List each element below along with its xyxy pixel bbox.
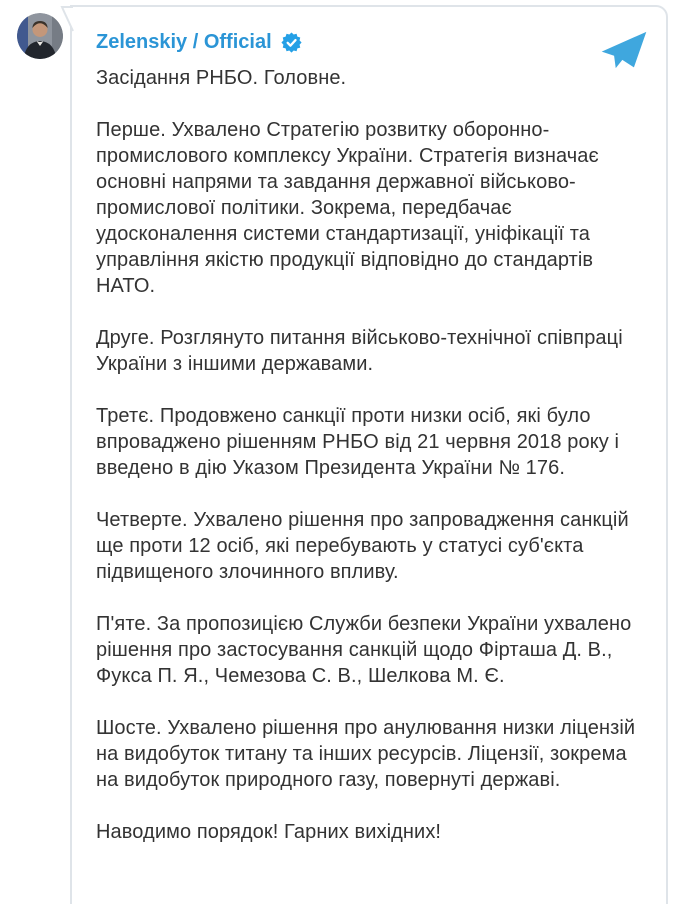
message-paragraph: Шосте. Ухвалено рішення про анулювання низки ліцензій на видобуток титану та інших ресурсів. Ліцензії, зокрема на видобуток природного газу, повернуті державі. bbox=[96, 717, 636, 791]
message-header bbox=[96, 29, 642, 55]
message-paragraph: Третє. Продовжено санкції проти низки осіб, які було впроваджено рішенням РНБО від 21 червня 2018 року і введено в дію Указом Президента України № 176. bbox=[96, 405, 620, 479]
author-name[interactable]: Zelenskiy / Official bbox=[96, 31, 272, 53]
verified-badge-icon bbox=[281, 32, 302, 53]
message-paragraph: Друге. Розглянуто питання військово-технічної співпраці України з іншими державами. bbox=[96, 327, 623, 375]
message-paragraph: Перше. Ухвалено Стратегію розвитку оборонно-промислового комплексу України. Стратегія визначає основні напрями та завдання державної військово-промислової політики. Зокрема, передбачає удосконалення системи стандартизації, уніфікації та управління якістю продукції відповідно до стандартів НАТО. bbox=[96, 119, 599, 297]
message-paragraph: П'яте. За пропозицією Служби безпеки України ухвалено рішення про застосування санкцій щодо Фірташа Д. В., Фукса П. Я., Чемезова С. В., Шелкова М. Є. bbox=[96, 613, 632, 687]
message-bubble bbox=[70, 5, 668, 904]
message-paragraph: Засідання РНБО. Головне. bbox=[96, 67, 347, 89]
message-text bbox=[96, 65, 642, 845]
author-avatar[interactable] bbox=[17, 13, 63, 59]
telegram-plane-icon[interactable] bbox=[600, 31, 648, 69]
avatar-photo-icon bbox=[17, 13, 63, 59]
bubble-tail bbox=[60, 5, 74, 33]
message-paragraph: Четверте. Ухвалено рішення про запровадження санкцій ще проти 12 осіб, які перебувають у статусі суб'єкта підвищеного злочинного впливу. bbox=[96, 509, 629, 583]
message-paragraph: Наводимо порядок! Гарних вихідних! bbox=[96, 821, 442, 843]
